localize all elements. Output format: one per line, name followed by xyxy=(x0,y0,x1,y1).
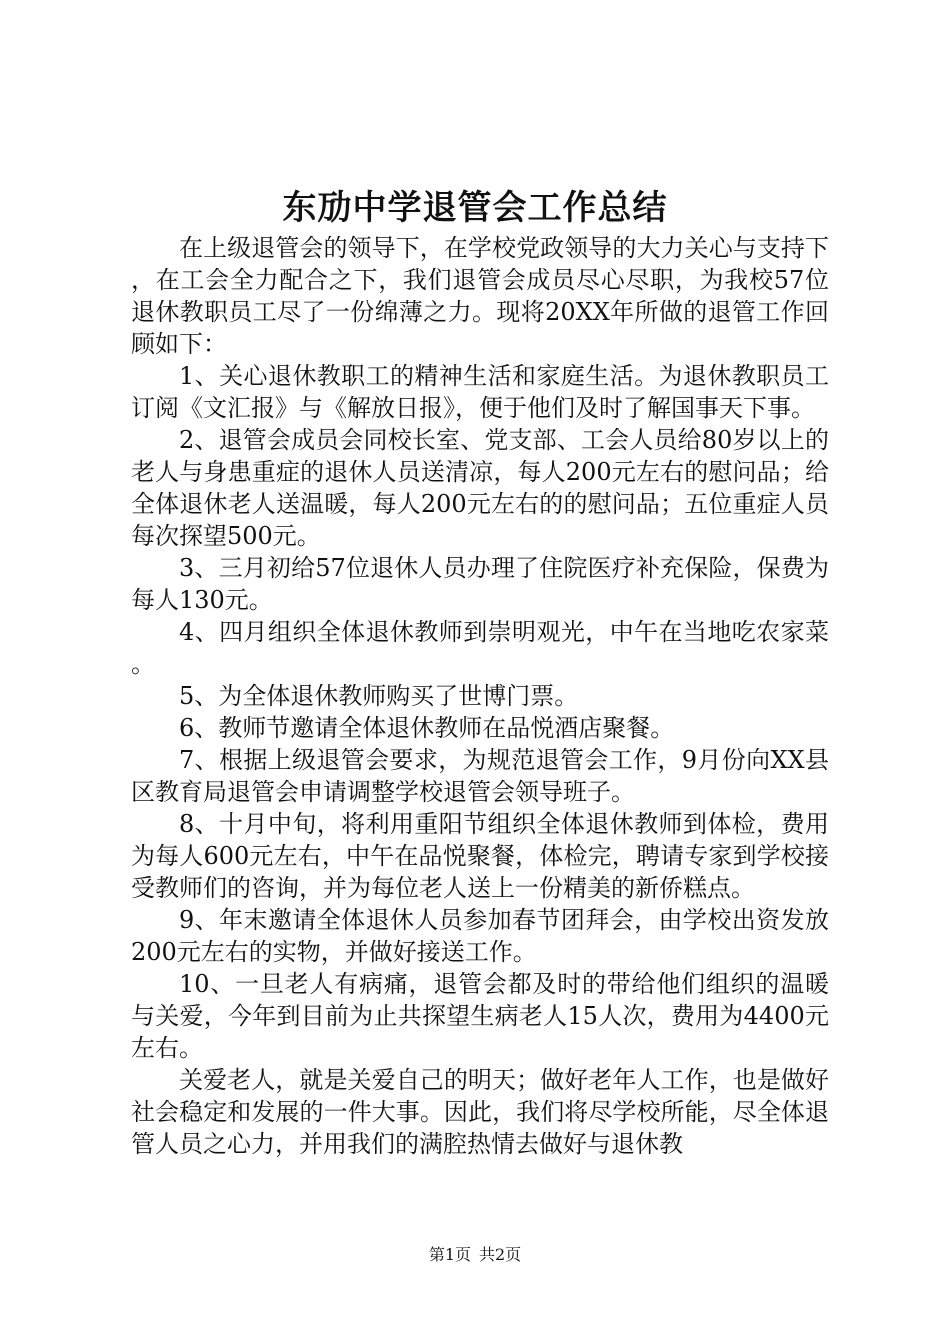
paragraph-item-5: 5、为全体退休教师购买了世博门票。 xyxy=(179,682,579,710)
page-total: 共2页 xyxy=(479,1245,522,1264)
paragraph-item-7: 7、根据上级退管会要求，为规范退管会工作，9月份向XX县区教育局退管会申请调整学校退管会领导班子。 xyxy=(131,746,829,806)
paragraph-item-2: 2、退管会成员会同校长室、党支部、工会人员给80岁以上的老人与身患重症的退休人员送清凉，每人200元左右的慰问品；给全体退休老人送温暖，每人200元左右的的慰问品；五位重症人员每次探望500元。 xyxy=(131,426,829,550)
paragraph-item-10: 10、一旦老人有病痛，退管会都及时的带给他们组织的温暖与关爱，今年到目前为止共探望生病老人15人次，费用为4400元左右。 xyxy=(131,970,829,1062)
page-footer xyxy=(0,1244,950,1266)
paragraph-item-1: 1、关心退休教职工的精神生活和家庭生活。为退休教职员工订阅《文汇报》与《解放日报》，便于他们及时了解国事天下事。 xyxy=(131,362,829,422)
page-number: 第1页 xyxy=(428,1245,471,1264)
paragraph-item-3: 3、三月初给57位退休人员办理了住院医疗补充保险，保费为每人130元。 xyxy=(131,554,829,614)
paragraph-item-6: 6、教师节邀请全体退休教师在品悦酒店聚餐。 xyxy=(179,714,675,742)
paragraph-item-9: 9、年末邀请全体退休人员参加春节团拜会，由学校出资发放200元左右的实物，并做好接送工作。 xyxy=(131,906,829,966)
paragraph-item-8: 8、十月中旬，将利用重阳节组织全体退休教师到体检，费用为每人600元左右，中午在品悦聚餐，体检完，聘请专家到学校接受教师们的咨询，并为每位老人送上一份精美的新侨糕点。 xyxy=(131,810,829,902)
document-title: 东劢中学退管会工作总结 xyxy=(282,188,668,228)
paragraph-intro: 在上级退管会的领导下，在学校党政领导的大力关心与支持下，在工会全力配合之下，我们退管会成员尽心尽职，为我校57位退休教职员工尽了一份绵薄之力。现将20XX年所做的退管工作回顾如下： xyxy=(131,234,829,358)
paragraph-item-4: 4、四月组织全体退休教师到崇明观光，中午在当地吃农家菜。 xyxy=(131,618,829,678)
document-body xyxy=(131,232,829,1160)
paragraph-closing: 关爱老人，就是关爱自己的明天；做好老年人工作，也是做好社会稳定和发展的一件大事。因此，我们将尽学校所能，尽全体退管人员之心力，并用我们的满腔热情去做好与退休教 xyxy=(131,1066,829,1158)
